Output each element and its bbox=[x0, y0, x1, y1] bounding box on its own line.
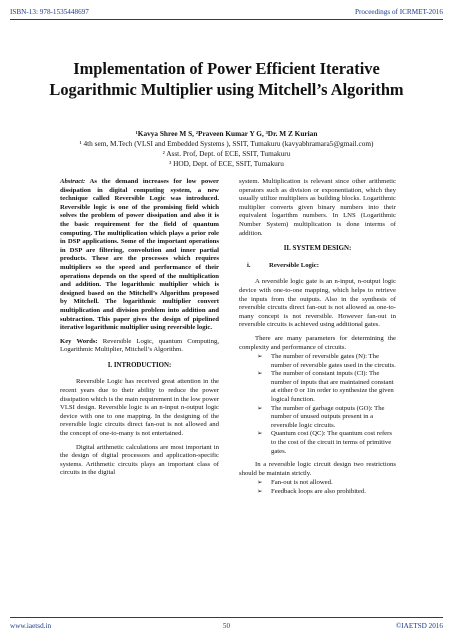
parameters-intro: There are many parameters for determining the complexity and performance of circuits. bbox=[239, 334, 396, 351]
restrictions-intro: In a reversible logic circuit design two restrictions should be maintain strictly. bbox=[239, 461, 396, 477]
proceedings-text: Proceedings of ICRMET-2016 bbox=[355, 8, 443, 16]
left-column bbox=[60, 178, 219, 483]
list-item: ➢ The number of constant inputs (CI): The number of inputs that are maintained constant at either 0 or 1in order to synthesize the given logical function. bbox=[257, 370, 394, 404]
affiliation-2: ² Asst. Prof, Dept. of ECE, SSIT, Tumakuru bbox=[162, 149, 291, 158]
intro-paragraph-1: Reversible Logic has received great attention in the recent years due to their ability to reduce the power dissipation which is the main requirement in the low power VLSI design. Reversible logic is an n-input n-output logic device with one to one mapping. In the designing of the reversible logic circuits direct fan-out is not allowed and the concept of one-to-many is not entertained. bbox=[60, 378, 219, 438]
affiliation-1: ¹ 4th sem, M.Tech (VLSI and Embedded Systems ), SSIT, Tumakuru (kavyabhramara5@gmail.com) bbox=[79, 139, 374, 148]
header-rule bbox=[10, 19, 443, 20]
arrow-bullet-icon: ➢ bbox=[257, 479, 263, 487]
footer-rule bbox=[10, 617, 443, 618]
subsection-title: Reversible Logic: bbox=[269, 261, 319, 269]
list-item: ➢ The number of garbage outputs (GO): The number of unused outputs present in a reversible logic circuits. bbox=[257, 404, 385, 429]
keywords-text: Reversible Logic, quantum Computing, Logarithmic Multiplier, Mitchell’s Algorithm. bbox=[60, 337, 219, 354]
abstract-text: As the demand increases for low power dissipation in digital computing system, a new technique called Reversible Logic was introduced. Reversible logic is one of the promising field which solves the problem of power dissipation and also it is the basic requirement for the field of quantum computing. The multiplication which plays a prior role in DSP applications. Some of the important operations in DSP are filtering, convolution and inner partial products. These are the processes which requires multipliers so the speed and performance of their operations depends on the speed of the multiplication and addition. The logarithmic multiplier which is designed based on the Mitchell’s Algorithm proposed by Mitchell. The logarithmic multiplier convert multiplication and division problem into addition and subtraction. This paper gives the design of pipelined iterative logarithmic multiplier using reversible logic. bbox=[60, 178, 219, 332]
list-item: ➢ The number of reversible gates (N): The number of reversible gates used in the circuits. bbox=[257, 353, 396, 369]
isbn-text: ISBN-13: 978-1535448697 bbox=[10, 8, 89, 16]
section-heading-introduction: I. INTRODUCTION: bbox=[107, 361, 172, 369]
author-block bbox=[10, 129, 443, 169]
list-item: ➢ Feedback loops are also prohibited. bbox=[257, 488, 366, 495]
website-link[interactable]: www.iaetsd.in bbox=[10, 622, 52, 630]
subsection-number: i. bbox=[247, 261, 251, 269]
section-heading-system-design: II. SYSTEM DESIGN: bbox=[283, 245, 352, 253]
list-item: ➢ Quantum cost (QC): The quantum cost refers to the cost of the circuit in terms of primitive gates. bbox=[257, 430, 392, 455]
affiliation-3: ³ HOD, Dept. of ECE, SSIT, Tumakuru bbox=[169, 159, 284, 168]
abstract bbox=[60, 178, 219, 333]
right-column bbox=[239, 178, 396, 502]
author-names: ¹Kavya Shree M S, ²Praveen Kumar Y G, ³Dr. M Z Kurian bbox=[135, 129, 318, 138]
continued-paragraph: system. Multiplication is relevant since other arithmetic operators such as division or exponentiation, which they usually utilize multipliers as building blocks. Logarithmic multiplier converts given binary numbers into their equivalent logarithm numbers. In LNS (Logarithmic Number System) multiplication is done interms of addition. bbox=[239, 178, 396, 237]
keywords bbox=[60, 338, 219, 355]
arrow-bullet-icon: ➢ bbox=[257, 353, 263, 361]
reversible-logic-paragraph: A reversible logic gate is an n-input, n-output logic device with one-to-one mapping, which helps to retrieve the inputs from the outputs. Also in the synthesis of reversible circuits direct fan-out is not allowed as one-to-many concept is not reversible. However fan-out in reversible circuits is achieved using additional gates. bbox=[239, 278, 396, 329]
keywords-label: Key Words: bbox=[60, 337, 98, 345]
intro-paragraph-2: Digital arithmetic calculations are most important in the design of digital processors and application-specific systems. Arithmetic circuits plays an important class of circuits in the digital bbox=[60, 443, 219, 477]
list-item: ➢ Fan-out is not allowed. bbox=[257, 479, 333, 487]
paper-title: Implementation of Power Efficient Iterative Logarithmic Multiplier using Mitchell’s Algorithm bbox=[49, 59, 404, 99]
restriction-list bbox=[239, 479, 396, 496]
page-number: 50 bbox=[222, 622, 231, 630]
abstract-label: Abstract: bbox=[60, 178, 86, 185]
subsection-heading-reversible-logic bbox=[239, 262, 396, 271]
arrow-bullet-icon: ➢ bbox=[257, 488, 263, 495]
copyright-text: ©IAETSD 2016 bbox=[395, 622, 443, 630]
arrow-bullet-icon: ➢ bbox=[257, 430, 263, 438]
parameter-list bbox=[239, 353, 396, 456]
arrow-bullet-icon: ➢ bbox=[257, 404, 263, 412]
arrow-bullet-icon: ➢ bbox=[257, 370, 263, 378]
